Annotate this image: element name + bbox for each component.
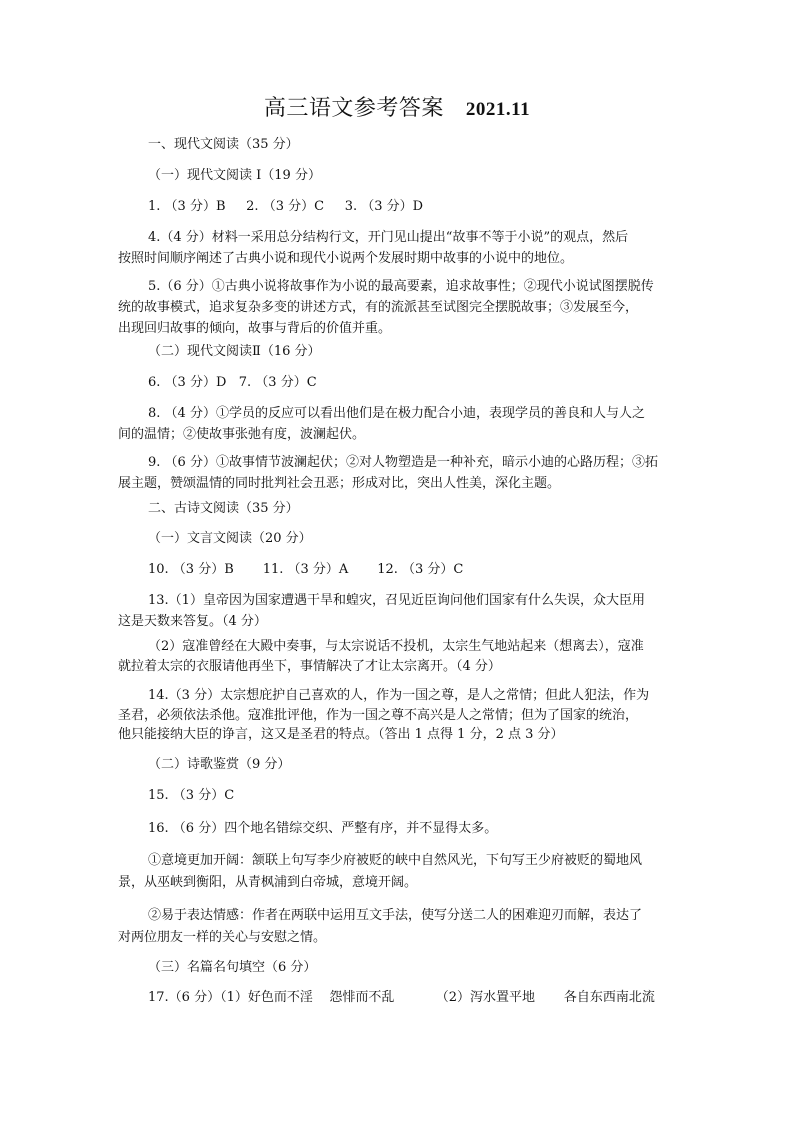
- answer-4-line-1: 4.（4 分）材料一采用总分结构行文，开门见山提出“故事不等于小说”的观点，然后: [148, 230, 629, 245]
- answer-13-part-1-line-2: 这是天数来答复。（4 分）: [118, 614, 267, 629]
- subsection-heading-modern-reading-2: （二）现代文阅读Ⅱ（16 分）: [148, 344, 321, 359]
- answer-15: 15. （3 分）C: [148, 788, 235, 803]
- section-heading-modern-reading: 一、现代文阅读（35 分）: [148, 137, 299, 152]
- answer-16-point-2-line-1: ②易于表达情感：作者在两联中运用互文手法，使写分送二人的困难迎刃而解，表达了: [148, 908, 643, 923]
- subsection-heading-modern-reading-1: （一）现代文阅读 Ⅰ（19 分）: [148, 168, 321, 183]
- answer-13-part-1-line-1: 13.（1）皇帝因为国家遭遇干旱和蝗灾，召见近臣询问他们国家有什么失误，众大臣用: [148, 593, 645, 608]
- answers-10-12: 10. （3 分）B 11. （3 分）A 12. （3 分）C: [148, 562, 464, 577]
- answer-4-line-2: 按照时间顺序阐述了古典小说和现代小说两个发展时期中故事的小说中的地位。: [118, 251, 574, 266]
- answer-14-line-1: 14.（3 分）太宗想庇护自己喜欢的人，作为一国之尊，是人之常情；但此人犯法，作为: [148, 688, 650, 703]
- answer-5-line-3: 出现回归故事的倾向，故事与背后的价值并重。: [118, 321, 392, 336]
- answer-8-line-1: 8. （4 分）①学员的反应可以看出他们是在极力配合小迪，表现学员的善良和人与人之: [148, 406, 645, 421]
- answer-16-point-2-line-2: 对两位朋友一样的关心与安慰之情。: [118, 930, 327, 945]
- subsection-heading-poetry: （二）诗歌鉴赏（9 分）: [148, 757, 291, 772]
- answer-16-point-1-line-1: ①意境更加开阔：颔联上句写李少府被贬的峡中自然风光，下句写王少府被贬的蜀地风: [148, 853, 643, 868]
- answer-5-line-1: 5.（6 分）①古典小说将故事作为小说的最高要素，追求故事性；②现代小说试图摆脱传: [148, 279, 654, 294]
- answer-13-part-2-line-2: 就拉着太宗的衣服请他再坐下，事情解决了才让太宗离开。（4 分）: [118, 659, 501, 674]
- page-title: [0, 94, 794, 125]
- answer-14-line-2: 圣君，必须依法杀他。寇准批评他，作为一国之尊不高兴是人之常情；但为了国家的统治，: [118, 708, 639, 723]
- answer-13-part-2-line-1: （2）寇准曾经在大殿中奏事，与太宗说话不投机，太宗生气地站起来（想离去），寇准: [148, 639, 644, 654]
- answer-5-line-2: 统的故事模式，追求复杂多变的讲述方式，有的流派甚至试图完全摆脱故事；③发展至今，: [118, 300, 639, 315]
- title-text: 高三语文参考答案: [263, 96, 444, 121]
- section-heading-classical-reading: 二、古诗文阅读（35 分）: [148, 501, 299, 516]
- answer-8-line-2: 间的温情；②使故事张弛有度，波澜起伏。: [118, 427, 366, 442]
- answers-6-7: 6. （3 分）D 7. （3 分）C: [148, 375, 317, 390]
- answer-17: 17.（6 分）（1）好色而不淫 怨悱而不乱 （2）泻水置平地 各自东西南北流: [148, 990, 655, 1005]
- answer-16-point-1-line-2: 景，从巫峡到衡阳，从青枫浦到白帝城，意境开阔。: [118, 875, 418, 890]
- answer-9-line-2: 展主题，赞颂温情的同时批判社会丑恶；形成对比，突出人性美，深化主题。: [118, 476, 561, 491]
- title-date: 2021.11: [465, 99, 531, 120]
- answers-1-3: 1. （3 分）B 2. （3 分）C 3. （3 分）D: [148, 199, 424, 214]
- answer-14-line-3: 他只能接纳大臣的诤言，这又是圣君的特点。（答出 1 点得 1 分，2 点 3 分）: [118, 727, 564, 742]
- answer-16: 16. （6 分）四个地名错综交织、严整有序，并不显得太多。: [148, 821, 498, 836]
- subsection-heading-famous-lines: （三）名篇名句填空（6 分）: [148, 960, 317, 975]
- answer-9-line-1: 9. （6 分）①故事情节波澜起伏；②对人物塑造是一种补充，暗示小迪的心路历程；③拓: [148, 455, 658, 470]
- subsection-heading-classical-prose: （一）文言文阅读（20 分）: [148, 531, 312, 546]
